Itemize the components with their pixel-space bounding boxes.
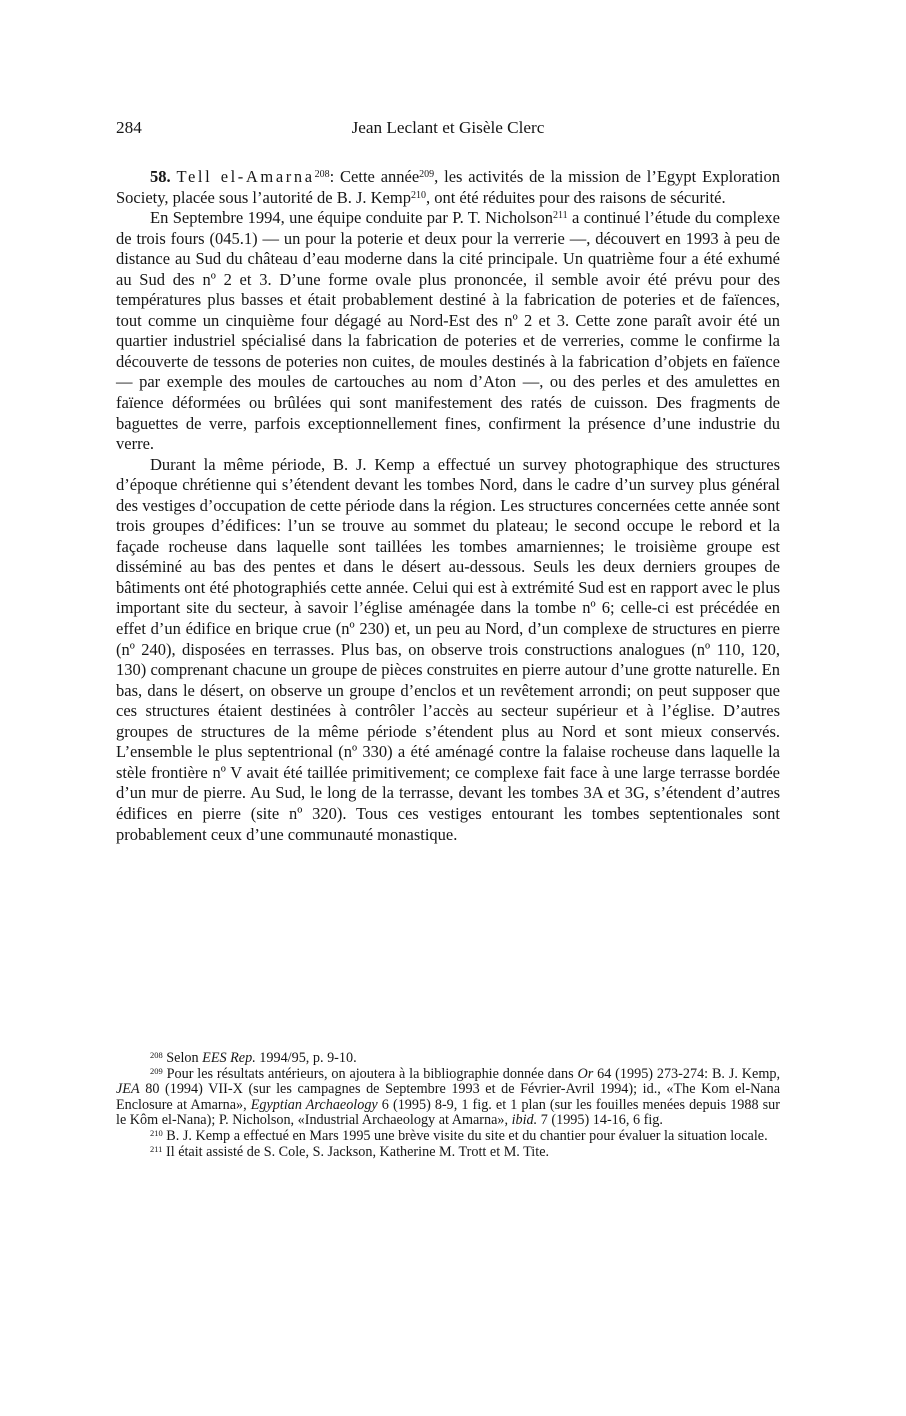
footnote-ref: 210 — [410, 189, 426, 201]
paragraph-kilns: En Septembre 1994, une équipe conduite par P. T. Nicholson$^{211}$ a continué l’étude du complexe de trois fours (045.1) — un pour la poterie et deux pour la verrerie —, découvert en 1993 à peu de distance au Sud du château d’eau moderne dans la cité principale. Un quatrième four a été exhumé au Sud des nº 2 et 3. D’une forme ovale plus prononcée, il semble avoir été prévu pour des températures plus basses et était probablement destiné à la fabrication de poteries et de faïences, tout comme un cinquième four dégagé au Nord-Est des nº 2 et 3. Cette zone paraît avoir été un quartier industriel spécialisé dans la fabrication de poteries et de verreries, comme le confirme la découverte de tessons de poteries non cuites, de moules destinés à la fabrication d’objets en faïence — par exemple des moules de cartouches au nom d’Aton —, ou des perles et des amulettes en faïence déformées ou brûlées qui sont manifestement des ratés de cuisson. Des fragments de baguettes de verre, parfois exceptionnellement fines, confirment la présence d’une industrie du verre. — [116, 208, 780, 454]
paragraph-christian-structures: Durant la même période, B. J. Kemp a effectué un survey photographique des structures d’époque chrétienne qui s’étendent devant les tombes Nord, dans le cadre d’un survey plus général des vestiges d’occupation de cette période dans la région. Les structures concernées cette année sont trois groupes d’édifices: l’un se trouve au sommet du plateau; le second occupe le rebord et la façade rocheuse dans laquelle sont taillées les tombes amarniennes; le troisième groupe est disséminé au bas des pentes et dans le désert au-dessous. Seuls les deux derniers groupes de bâtiments ont été photographiés cette année. Celui qui est à extrémité Sud est en rapport avec le plus important site du secteur, à savoir l’église aménagée dans la tombe nº 6; celle-ci est précédée en effet d’un édifice en brique crue (nº 230) et, un peu au Nord, d’un complexe de structures en pierre (nº 240), disposées en terrasses. Plus bas, on observe trois constructions analogues (nº 110, 120, 130) comprenant chacune un groupe de pièces construites en pierre autour d’une grotte naturelle. En bas, dans le désert, on observe un groupe d’enclos et un revêtement arrondi; on peut supposer que ces structures étaient destinées à contrôler l’accès au secteur supérieur et à l’église. D’autres groupes de structures de la même période s’étendent plus au Nord et sont mieux conservés. L’ensemble le plus septentrional (nº 330) a été aménagé contre la falaise rocheuse dans laquelle la stèle frontière nº V avait été taillée primitivement; ce complexe fait face à une large terrasse bordée d’un mur de pierre. Au Sud, le long de la terrasse, devant les tombes 3A et 3G, s’étendent d’autres édifices en pierre (site nº 320). Tous ces vestiges entourant les tombes septentionales sont probablement ceux d’une communauté monastique. — [116, 454, 780, 844]
footnote-number: 210 — [150, 1127, 163, 1138]
paragraph-intro: 58. Tell el-Amarna$^{208}$: Cette année$^{209}$, les activités de la mission de l’Egypt Exploration Society, placée sous l’autorité de B. J. Kemp$^{210}$, ont été réduites pour des raisons de sécurité. — [116, 167, 780, 207]
article-body — [116, 167, 780, 845]
page-header — [116, 118, 780, 142]
footnote: $^{209}$ Pour les résultats antérieurs, on ajoutera à la bibliographie donnée dans Or 64 (1995) 273-274: B. J. Kemp, JEA 80 (1994) VII-X (sur les campagnes de Septembre 1993 et de Février-Avril 1994); id., «The Kom el-Nana Enclosure at Amarna», Egyptian Archaeology 6 (1995) 8-9, 1 fig. et 1 plan (sur les fouilles menées depuis 1988 sur le Kôm el-Nana); P. Nicholson, «Industrial Archaeology at Amarna», ibid. 7 (1995) 14-16, 6 fig. — [116, 1065, 780, 1129]
footnote: $^{208}$ Selon EES Rep. 1994/95, p. 9-10. — [150, 1050, 357, 1066]
footnote: $^{211}$ Il était assisté de S. Cole, S. Jackson, Katherine M. Trott et M. Tite. — [150, 1143, 550, 1160]
footnote-number: 211 — [150, 1143, 163, 1154]
page-number: 284 — [116, 118, 142, 137]
footnote-ref: 209 — [419, 169, 435, 180]
footnotes — [116, 1051, 780, 1160]
footnote-number: 208 — [150, 1050, 163, 1060]
footnote-ref: 208 — [314, 169, 330, 180]
running-title: Jean Leclant et Gisèle Clerc — [351, 118, 545, 137]
footnote: $^{210}$ B. J. Kemp a effectué en Mars 1995 une brève visite du site et du chantier pour évaluer la situation locale. — [150, 1127, 768, 1144]
section-number: 58. — [150, 167, 171, 186]
footnote-number: 209 — [150, 1065, 163, 1076]
site-name: Tell el-Amarna — [176, 167, 315, 186]
footnote-ref: 211 — [552, 210, 568, 222]
